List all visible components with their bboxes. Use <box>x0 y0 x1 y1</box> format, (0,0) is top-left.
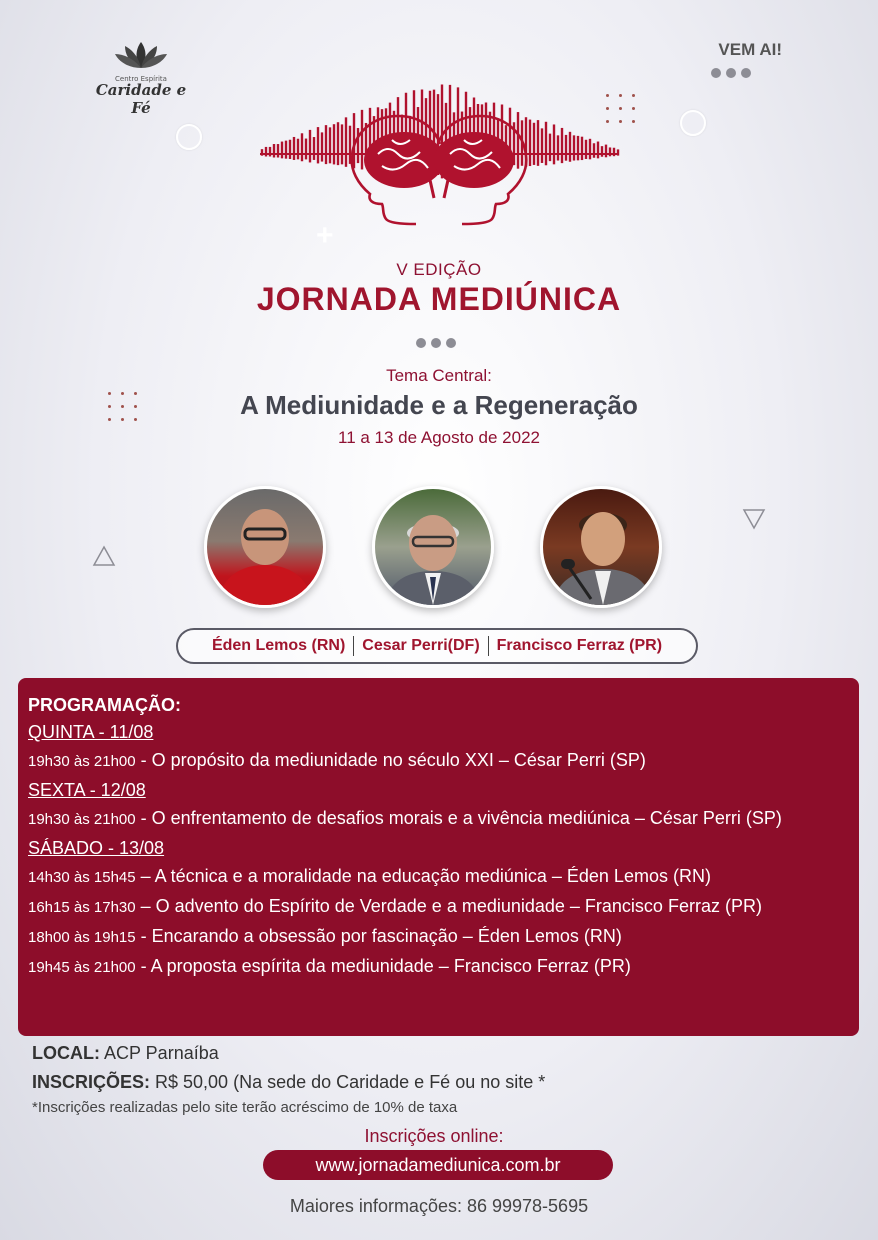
program-text: - Encarando a obsessão por fascinação – Éden Lemos (RN) <box>135 926 622 946</box>
speaker-photo-cesar <box>372 486 494 608</box>
edition-label: V EDIÇÃO <box>396 260 482 279</box>
person-avatar-icon <box>207 489 323 605</box>
ring-decoration <box>176 124 202 150</box>
program-text: - O enfrentamento de desafios morais e a vivência mediúnica – César Perri (SP) <box>135 808 782 828</box>
program-time: 16h15 às 17h30 <box>28 899 136 916</box>
program-box <box>18 678 859 1036</box>
program-time: 19h30 às 21h00 <box>28 753 136 770</box>
program-item <box>28 862 849 892</box>
program-text: - A proposta espírita da mediunidade – Francisco Ferraz (PR) <box>135 956 631 976</box>
registration-info <box>32 1072 545 1093</box>
program-time: 19h45 às 21h00 <box>28 959 136 976</box>
divider <box>353 636 354 656</box>
registration-value: R$ 50,00 (Na sede do Caridade e Fé ou no site * <box>150 1072 546 1092</box>
program-item <box>28 952 849 982</box>
program-day: SÁBADO - 13/08 <box>28 838 165 858</box>
speaker-name: Cesar Perri(DF) <box>362 637 480 654</box>
program-text: - O propósito da mediunidade no século XXI – César Perri (SP) <box>135 750 646 770</box>
lotus-icon <box>111 40 171 70</box>
brain-heads-illustration <box>258 74 620 254</box>
speakers-bar <box>176 628 698 664</box>
registration-note: *Inscrições realizadas pelo site terão acréscimo de 10% de taxa <box>32 1099 458 1116</box>
logo-name: Caridade e Fé <box>95 81 187 117</box>
dots-decoration <box>416 338 456 348</box>
theme-title: A Mediunidade e a Regeneração <box>240 390 638 420</box>
program-time: 18h00 às 19h15 <box>28 929 136 946</box>
speaker-photo-francisco <box>540 486 662 608</box>
online-registration-label: Inscrições online: <box>364 1126 504 1146</box>
program-item <box>28 922 849 952</box>
dots-decoration <box>711 68 751 78</box>
program-time: 19h30 às 21h00 <box>28 811 136 828</box>
program-item <box>28 892 849 922</box>
program-day: QUINTA - 11/08 <box>28 722 154 742</box>
website-link[interactable]: www.jornadamediunica.com.br <box>263 1150 613 1180</box>
contact-info: Maiores informações: 86 99978-5695 <box>289 1196 589 1216</box>
local-info <box>32 1043 219 1064</box>
program-day: SEXTA - 12/08 <box>28 780 146 800</box>
program-item <box>28 746 849 776</box>
divider <box>488 636 489 656</box>
program-text: – A técnica e a moralidade na educação mediúnica – Éden Lemos (RN) <box>135 866 711 886</box>
event-date: 11 a 13 de Agosto de 2022 <box>338 428 540 447</box>
plus-decoration: + <box>316 219 334 252</box>
triangle-down-icon <box>742 508 766 530</box>
logo <box>86 40 196 117</box>
event-title: JORNADA MEDIÚNICA <box>256 281 622 317</box>
speaker-name: Francisco Ferraz (PR) <box>496 637 663 654</box>
local-value: ACP Parnaíba <box>99 1043 219 1063</box>
program-text: – O advento do Espírito de Verdade e a mediunidade – Francisco Ferraz (PR) <box>135 896 762 916</box>
theme-label: Tema Central: <box>386 366 492 385</box>
person-avatar-icon <box>375 489 491 605</box>
program-time: 14h30 às 15h45 <box>28 869 136 886</box>
speaker-photo-eden <box>204 486 326 608</box>
speaker-name: Éden Lemos (RN) <box>211 637 346 654</box>
ring-decoration <box>680 110 706 136</box>
triangle-up-icon <box>92 545 116 567</box>
registration-label: INSCRIÇÕES: <box>32 1072 151 1092</box>
vem-ai-label: VEM AI! <box>718 40 782 59</box>
program-item <box>28 804 849 834</box>
logo-top-text: Centro Espírita <box>115 75 167 83</box>
person-avatar-icon <box>543 489 659 605</box>
local-label: LOCAL: <box>32 1043 100 1063</box>
program-heading: PROGRAMAÇÃO: <box>28 695 181 715</box>
